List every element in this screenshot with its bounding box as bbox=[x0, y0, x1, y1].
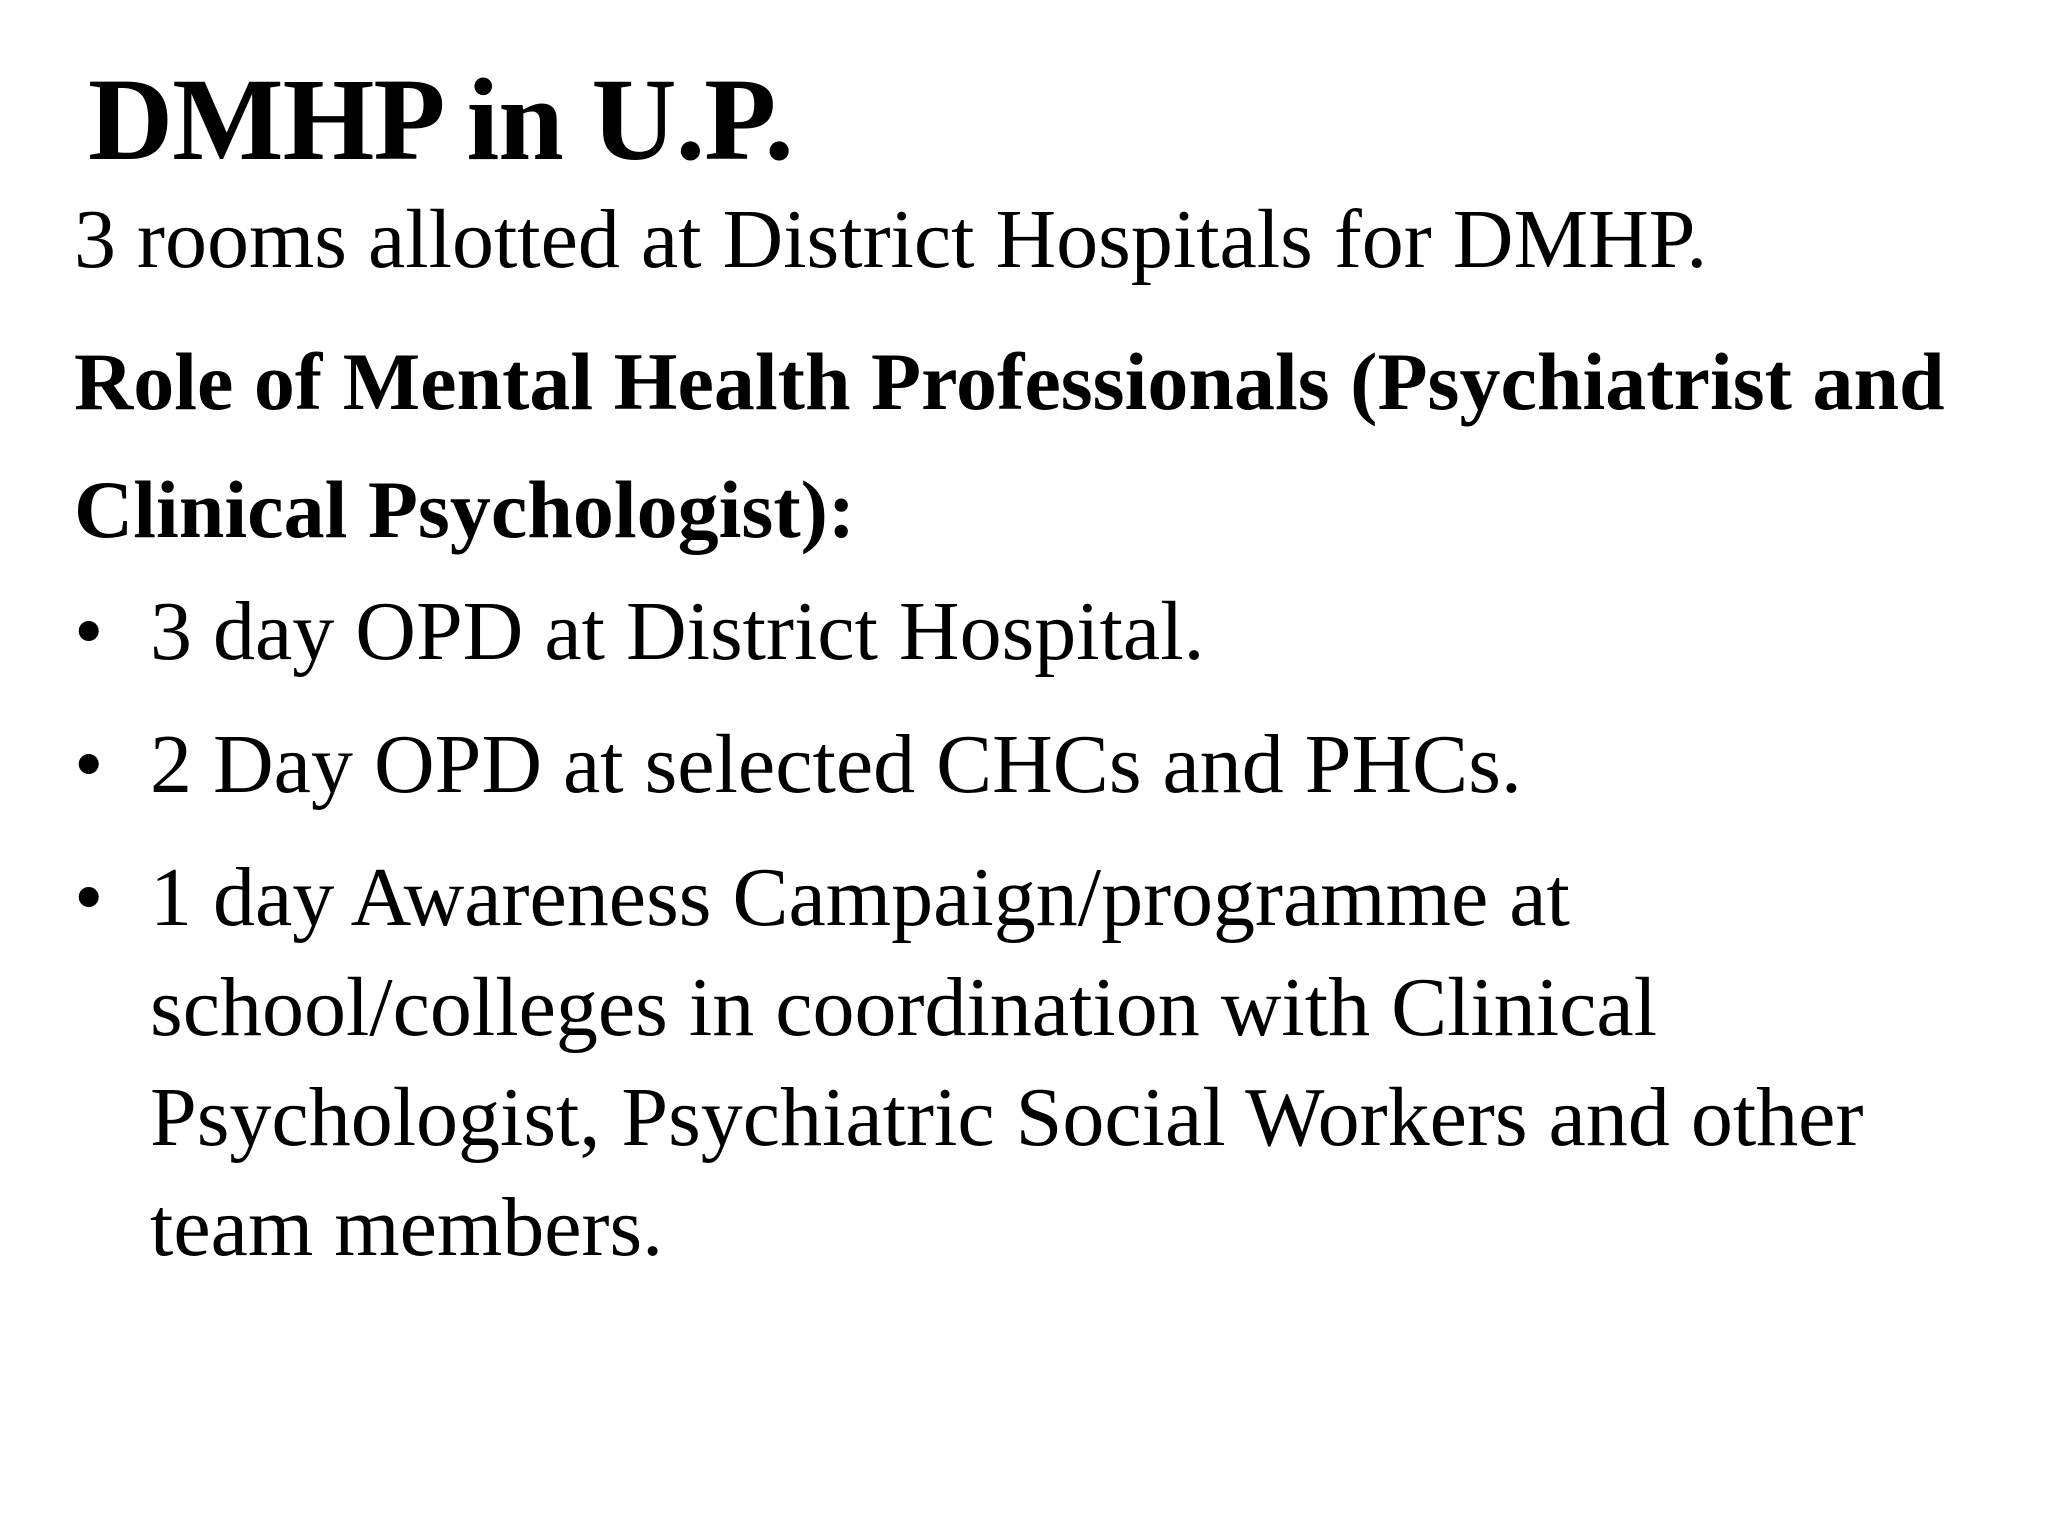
bullet-icon: • bbox=[74, 718, 104, 811]
bullet-icon: • bbox=[74, 851, 104, 944]
intro-text: 3 rooms allotted at District Hospitals for DMHP. bbox=[74, 193, 1708, 286]
list-item bbox=[0, 710, 2048, 820]
bullet-list bbox=[0, 577, 2048, 1306]
bullet-text: 2 Day OPD at selected CHCs and PHCs. bbox=[150, 718, 1522, 811]
slide-title: DMHP in U.P. bbox=[88, 54, 793, 185]
bullet-icon: • bbox=[74, 585, 104, 678]
list-item bbox=[0, 577, 2048, 687]
role-heading: Role of Mental Health Professionals (Psychiatrist and Clinical Psychologist): bbox=[74, 336, 1945, 555]
list-item bbox=[0, 843, 2048, 1283]
bullet-text: 3 day OPD at District Hospital. bbox=[150, 585, 1205, 678]
bullet-text: 1 day Awareness Campaign/programme at school/colleges in coordination with Clinical Psychologist, Psychiatric Social Workers and other team members. bbox=[150, 851, 1864, 1274]
